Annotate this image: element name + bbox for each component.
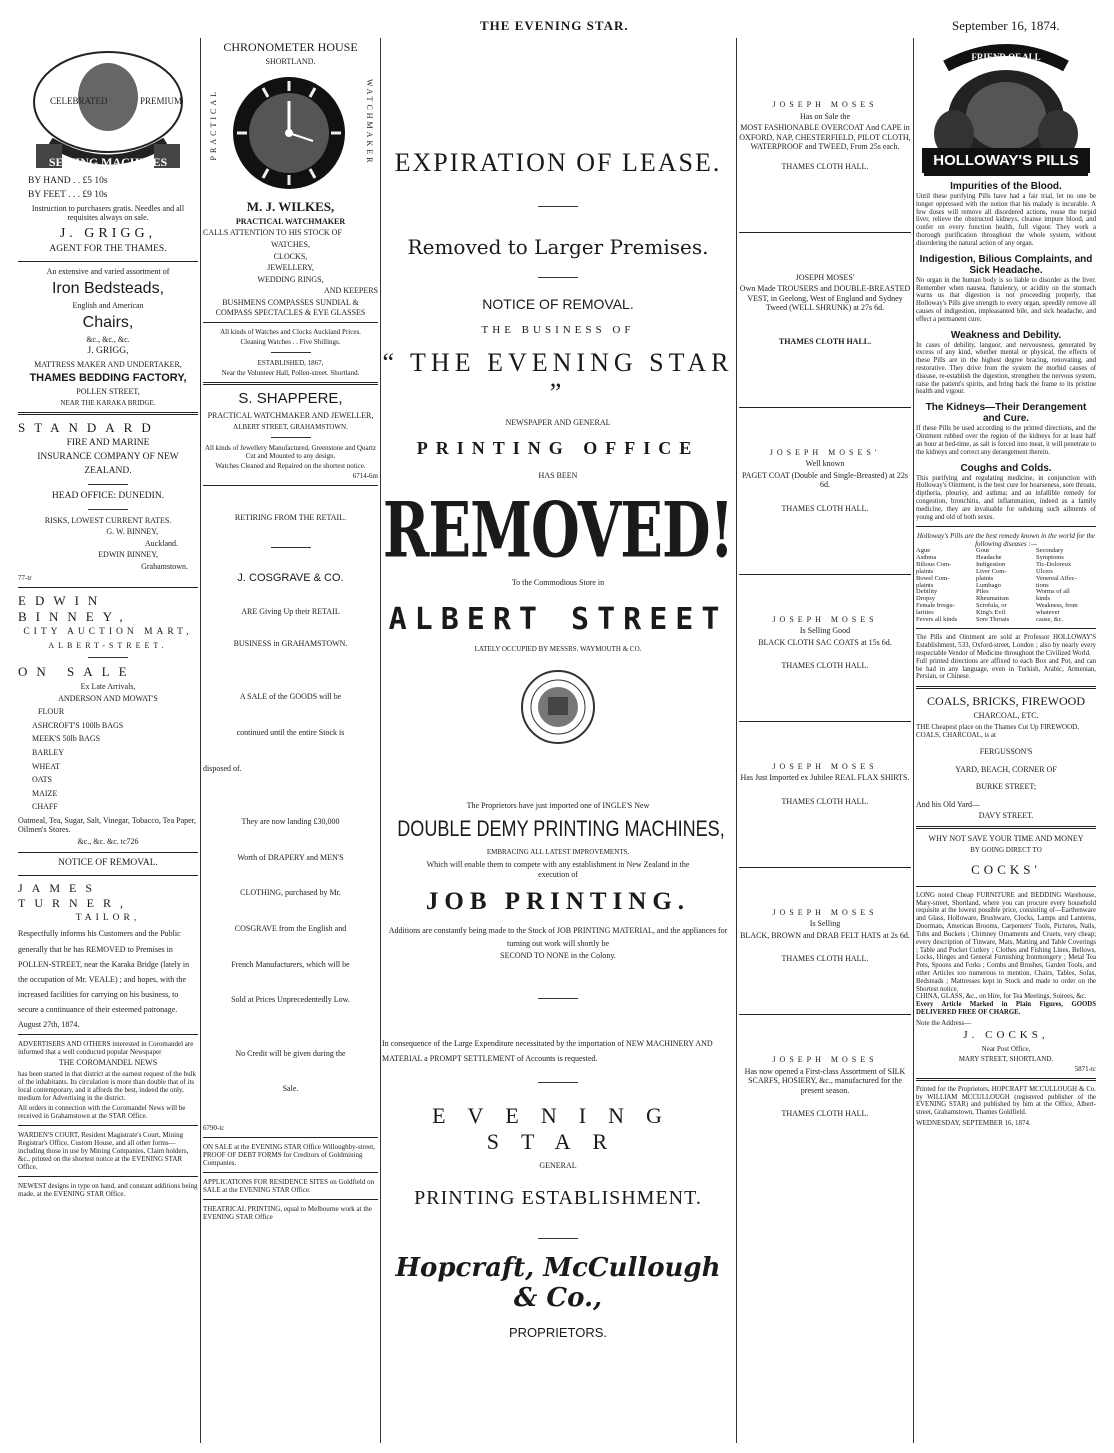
seal-icon bbox=[518, 667, 598, 747]
cosgrave-code: 6790-tc bbox=[203, 1124, 225, 1133]
po-line: Near Post Office, bbox=[981, 1044, 1031, 1053]
job-printing-title: JOB PRINTING. bbox=[425, 887, 691, 915]
standard-line2: FIRE AND MARINE bbox=[66, 438, 150, 449]
removed-larger: Removed to Larger Premises. bbox=[407, 235, 709, 259]
onsale-item: CHAFF bbox=[32, 802, 58, 812]
consequence-text: In consequence of the Large Expenditure necessitated by the importation of NEW MACHINERY AND MATERIAL a PROMPT SETTLEMENT of Accounts is requested. bbox=[382, 1039, 713, 1063]
shappere-street: ALBERT STREET, GRAHAMSTOWN. bbox=[233, 422, 348, 431]
moses-sign: THAMES CLOTH HALL. bbox=[781, 954, 869, 964]
moses-sign: THAMES CLOTH HALL. bbox=[781, 503, 869, 513]
near-line: NEAR THE KARAKA BRIDGE. bbox=[60, 398, 156, 407]
cosgrave-line: Sale. bbox=[282, 1084, 299, 1094]
disease-item: Headache bbox=[976, 554, 1002, 562]
disease-item: cause, &c. bbox=[1036, 615, 1064, 623]
factory-name: THAMES BEDDING FACTORY, bbox=[29, 371, 187, 384]
wednesday-line: WEDNESDAY, SEPTEMBER 16, 1874. bbox=[916, 1119, 1031, 1128]
binney-line2: CITY AUCTION MART, bbox=[23, 627, 193, 638]
standard-line3: INSURANCE COMPANY OF NEW bbox=[37, 452, 179, 463]
clock-right-label: WATCHMAKER bbox=[365, 78, 374, 166]
column-rule bbox=[913, 38, 914, 1443]
disease-item: plaints bbox=[916, 581, 934, 589]
moses-sign: THAMES CLOTH HALL. bbox=[781, 161, 869, 171]
holloway-heading: Coughs and Colds. bbox=[960, 462, 1052, 474]
etc-line: &c., &c., &c. bbox=[86, 334, 130, 344]
column-rule bbox=[736, 38, 737, 1443]
diseases-title: Holloway's Pills are the best remedy known in the world for the following diseases :— bbox=[916, 532, 1096, 549]
fergusson-davy: DAVY STREET. bbox=[978, 811, 1034, 821]
moses-name: JOSEPH MOSES bbox=[772, 761, 878, 771]
disease-item: Secondary bbox=[1036, 547, 1064, 555]
moses-sign: THAMES CLOTH HALL. bbox=[778, 336, 872, 346]
logo-word: CELEBRATED bbox=[50, 96, 108, 106]
disease-item: Piles bbox=[976, 588, 989, 596]
wilkes-kinds: All kinds of Watches and Clocks Auckland Prices. bbox=[220, 328, 361, 337]
advertisers-text: ADVERTISERS AND OTHERS interested in Coromandel are informed that a well conducted popular Newspaper bbox=[18, 1040, 194, 1057]
disease-item: Symptoms bbox=[1036, 554, 1064, 562]
holloway-text: This purifying and regulating medicine, in conjunction with Holloway's Ointment, is the best cure for hoarseness, sore throats, diptheria, pleurisy, and asthma; and an infallible remedy for congestion, bronchitis, and inflammation, indeed as a family medicine, they are invaluable for subduing such ailments of young and old of both sexes. bbox=[916, 474, 1096, 521]
disease-item: Asthma bbox=[916, 554, 937, 562]
cosgrave-line: They are now landing £30,000 bbox=[241, 817, 340, 827]
clock-icon bbox=[229, 73, 349, 193]
price-by-hand: BY HAND . . £5 10s bbox=[28, 176, 108, 186]
cosgrave-line: COSGRAVE from the English and bbox=[234, 924, 347, 934]
masthead-date: September 16, 1874. bbox=[952, 18, 1060, 33]
disease-item: Worms of all bbox=[1036, 588, 1070, 596]
wilkes-near: Near the Volunteer Hall, Pollen-street. Shortland. bbox=[221, 369, 360, 378]
onsale-item: ASHCROFT'S 100lb BAGS bbox=[32, 720, 124, 730]
masthead bbox=[0, 0, 1114, 34]
wardens-text: WARDEN'S COURT, Resident Magistrate's Court, Mining Registrar's Office, Custom House, and all other forms—including those in use by Mining Companies, Claim holders, &c., printed on the shortest notice at the EVENING STAR Office. bbox=[18, 1131, 189, 1172]
notice-title: NOTICE OF REMOVAL. bbox=[482, 296, 634, 312]
holloway-heading: The Kidneys—Their Derangement and Cure. bbox=[925, 402, 1087, 425]
street-line: POLLEN STREET, bbox=[76, 387, 140, 397]
logo-word: PREMIUM bbox=[140, 96, 183, 106]
logo-text: SEWING MACHINES bbox=[48, 155, 168, 169]
disease-item: plaints bbox=[916, 567, 934, 575]
agent-edwin: EDWIN BINNEY, bbox=[98, 550, 158, 560]
albert-street: ALBERT STREET bbox=[388, 601, 728, 637]
newest-text: NEWEST designs in type on hand, and constant additions being made, at the EVENING STAR Office. bbox=[18, 1182, 198, 1199]
onsale-item: WHEAT bbox=[32, 761, 60, 771]
chronometer-title: CHRONOMETER HOUSE bbox=[223, 40, 358, 54]
disease-item: Ulcers bbox=[1036, 567, 1053, 575]
onsale2-text: ON SALE at the EVENING STAR Office Willoughby-street, PROOF OF DEBT FORMS for Creditors of Goldmining Companies. bbox=[203, 1143, 375, 1168]
cocks-code: 5871-tc bbox=[1074, 1064, 1096, 1073]
onsale-etc: &c., &c. &c. tc726 bbox=[77, 837, 139, 847]
fergusson-yard: YARD, BEACH, CORNER OF bbox=[955, 764, 1057, 774]
moses-text: MOST FASHIONABLE OVERCOAT And CAPE in OXFORD, NAP, CHESTERFIELD, PILOT CLOTH, WATERPROOF and TWEED, From 25s each. bbox=[739, 123, 911, 152]
cosgrave-line: BUSINESS in GRAHAMSTOWN. bbox=[233, 638, 348, 648]
general-line: GENERAL bbox=[539, 1161, 577, 1171]
column-5 bbox=[916, 38, 1096, 1443]
moses-name: JOSEPH MOSES' bbox=[795, 272, 855, 282]
removed-title: REMOVED! bbox=[382, 486, 734, 576]
coals-text: THE Cheapest place on the Thames Cut Up FIREWOOD, COALS, CHARCOAL, is at bbox=[916, 722, 1079, 739]
moses-name: JOSEPH MOSES bbox=[772, 614, 878, 624]
chairs-title: Chairs, bbox=[82, 313, 134, 331]
cosgrave-line: Worth of DRAPERY and MEN'S bbox=[237, 852, 344, 862]
hollowa-pills-banner: HOLLOWAY'S PILLS bbox=[922, 148, 1090, 173]
has-been: HAS BEEN bbox=[538, 470, 578, 480]
why-line: WHY NOT SAVE YOUR TIME AND MONEY bbox=[928, 833, 1084, 843]
applications-text: APPLICATIONS FOR RESIDENCE SITES on Goldfield on SALE at the EVENING STAR Office. bbox=[203, 1178, 375, 1195]
agent-text: AGENT FOR THE THAMES. bbox=[49, 244, 167, 255]
shappere-trade: PRACTICAL WATCHMAKER AND JEWELLER, bbox=[207, 411, 374, 421]
moses-name: JOSEPH MOSES bbox=[772, 1055, 878, 1065]
iron-intro: An extensive and varied assortment of bbox=[46, 267, 170, 277]
moses-sign: THAMES CLOTH HALL. bbox=[781, 797, 869, 807]
disease-item: Dropsy bbox=[916, 595, 936, 603]
risks-line: RISKS, LOWEST CURRENT RATES. bbox=[44, 515, 172, 525]
disease-item: Sore Throats bbox=[976, 615, 1010, 623]
wilkes-calls: CALLS ATTENTION TO HIS STOCK OF bbox=[203, 228, 342, 238]
cosgrave-name: J. COSGRAVE & CO. bbox=[237, 571, 344, 584]
masthead-title: THE EVENING STAR. bbox=[480, 18, 629, 33]
shappere-watches: Watches Cleaned and Repaired on the shortest notice. bbox=[215, 461, 366, 470]
moses-intro: Well known bbox=[805, 459, 845, 469]
cosgrave-line: A SALE of the GOODS will be bbox=[239, 692, 342, 702]
moses-text: Has now opened a First-class Assortment of SILK SCARFS, HOSIERY, &c., manufactured for the present season. bbox=[744, 1066, 906, 1095]
moses-intro: Is Selling Good bbox=[799, 626, 851, 636]
disease-item: Scrofula, or bbox=[976, 601, 1007, 609]
notice-removal: NOTICE OF REMOVAL. bbox=[58, 857, 158, 868]
business-line: THE BUSINESS OF bbox=[481, 324, 635, 336]
place-auckland: Auckland. bbox=[144, 538, 178, 548]
column-1 bbox=[18, 38, 198, 1443]
onsale-item: MEEK'S 50lb BAGS bbox=[32, 734, 101, 744]
clock-left-label: PRACTICAL bbox=[209, 88, 218, 161]
holloway-text: Until these purifying Pills have had a fair trial, let no one be longer oppressed with the notion that his malady is incurable. A few doses will remove all disordered actions, rouse the torpid liver, relieve the obstructed kidneys, cleanse impure blood, and confer on every function health, full vigour. They work a thorough purification throughout the whole system, without disordering the natural action of any organ. bbox=[916, 193, 1096, 247]
trade-line: MATTRESS MAKER AND UNDERTAKER, bbox=[34, 359, 182, 369]
mary-line: MARY STREET, SHORTLAND. bbox=[958, 1054, 1054, 1063]
evening-star-general: EVENING STAR bbox=[432, 1103, 684, 1155]
printing-office: PRINTING OFFICE bbox=[416, 437, 700, 458]
disease-item: Weakness, from bbox=[1036, 601, 1078, 609]
turner-name: JAMES TURNER, bbox=[18, 880, 132, 910]
additions-text: Additions are constantly being made to the Stock of JOB PRINTING MATERIAL, and the appliances for turning out work will shortly be bbox=[388, 925, 728, 949]
double-demy-title: DOUBLE DEMY PRINTING MACHINES, bbox=[397, 816, 725, 842]
coals-title: COALS, BRICKS, FIREWOOD bbox=[926, 694, 1085, 709]
moses-name: JOSEPH MOSES bbox=[772, 907, 878, 917]
holloway-text: No organ in the human body is so liable to disorder as the liver. Remember when nausea, flatulency, or acidity on the stomach warns us that digestion is not proceeding properly, that Holloway's Pills give strength to every organ, speedily remove all causes of indigestion, impleasanted bile, and sick headache, and effect a permanent cure. bbox=[916, 276, 1096, 323]
moses-name: JOSEPH MOSES' bbox=[769, 447, 881, 457]
head-office: HEAD OFFICE: DUNEDIN. bbox=[51, 490, 165, 501]
disease-item: Tic-Doloreux bbox=[1036, 561, 1072, 569]
cosgrave-line: CLOTHING, purchased by Mr. bbox=[240, 888, 341, 898]
disease-item: Bilious Com- bbox=[916, 561, 952, 569]
onsale-sub: Ex Late Arrivals, bbox=[80, 681, 136, 691]
code: 77-tr bbox=[18, 573, 32, 582]
disease-item: Indigestion bbox=[976, 561, 1006, 569]
column-rule bbox=[200, 38, 201, 1443]
disease-item: Venereal Affec- bbox=[1036, 574, 1077, 582]
standard-line4: ZEALAND. bbox=[84, 465, 132, 476]
disease-item: Gout bbox=[976, 547, 989, 555]
theatrical-text: THEATRICAL PRINTING, equal to Melbourne work at the EVENING STAR Office bbox=[203, 1205, 372, 1222]
agent-gw: G. W. BINNEY, bbox=[106, 527, 158, 537]
expiration-title: EXPIRATION OF LEASE. bbox=[394, 148, 722, 177]
disease-item: whatever bbox=[1036, 608, 1060, 616]
clock-block bbox=[203, 69, 378, 197]
coals-sub: CHARCOAL, ETC. bbox=[973, 711, 1039, 721]
cosgrave-line: continued until the entire Stock is bbox=[236, 728, 345, 738]
fergusson-name: FERGUSSON'S bbox=[979, 746, 1033, 756]
moses-name: JOSEPH MOSES bbox=[772, 100, 878, 109]
wilkes-cleaning: Cleaning Watches . . Five Shillings. bbox=[240, 338, 341, 347]
turner-date: August 27th, 1874. bbox=[18, 1019, 80, 1029]
firm-name: Hopcraft, McCullough & Co., bbox=[395, 1252, 721, 1313]
going-line: BY GOING DIRECT TO bbox=[970, 845, 1042, 854]
column-rule bbox=[380, 38, 381, 1443]
disease-item: tions bbox=[1036, 581, 1049, 589]
wilkes-item: WATCHES, bbox=[271, 240, 310, 250]
moses-intro: Has on Sale the bbox=[800, 111, 850, 121]
which-line: Which will enable them to compete with any establishment in New Zealand in the bbox=[426, 860, 690, 870]
sold-text: The Pills and Ointment are sold at Professor HOLLOWAY'S Establishment, 533, Oxford-street, London ; also by nearly every respectable Vendor of Medicine throughout the Civilized World. bbox=[916, 634, 1096, 658]
fergusson-old: And his Old Yard— bbox=[916, 799, 981, 809]
china-text: CHINA, GLASS, &c., on Hire, for Tea Meetings, Soirees, &c. bbox=[916, 993, 1087, 1001]
coromandel-title: THE COROMANDEL NEWS bbox=[58, 1058, 158, 1068]
proprietors-label: PROPRIETORS. bbox=[508, 1324, 607, 1340]
wilkes-more: BUSHMENS COMPASSES SUNDIAL & COMPASS SPECTACLES & EYE GLASSES bbox=[215, 298, 366, 317]
disease-item: Ague bbox=[916, 547, 931, 555]
moses-intro: Is Selling bbox=[809, 919, 841, 929]
moses-text: Own Made TROUSERS and DOUBLE-BREASTED VEST, in Geelong, West of England and Sydney Tweed (WELL SHRUNK) at 27s 6d. bbox=[739, 284, 911, 313]
disease-item: plaints bbox=[976, 574, 994, 582]
iron-sub: English and American bbox=[72, 300, 144, 310]
grigg-name-2: J. GRIGG, bbox=[87, 346, 129, 357]
instruction-text: Instruction to purchasers gratis. Needles and all requisites always on sale. bbox=[31, 203, 185, 223]
wilkes-item: AND KEEPERS bbox=[323, 286, 378, 296]
shappere-text: All kinds of Jewellery Manufactured, Greenstone and Quartz Cut and Mounted to any design. bbox=[204, 443, 377, 460]
column-2 bbox=[203, 38, 378, 1443]
iron-title: Iron Bedsteads, bbox=[51, 279, 165, 297]
cosgrave-line: ARE Giving Up their RETAIL bbox=[241, 607, 340, 617]
moses-text: Has Just Imported ex Jubilee REAL FLAX SHIRTS. bbox=[740, 773, 910, 783]
wilkes-item: CLOCKS, bbox=[273, 251, 308, 261]
holloway-heading: Weakness and Debility. bbox=[950, 329, 1062, 341]
cocks-title: COCKS' bbox=[971, 861, 1041, 877]
advertisers-body2: All orders in connection with the Coromandel News will be received in Grahamstown at the STAR Office. bbox=[18, 1104, 186, 1121]
newspaper-line: NEWSPAPER AND GENERAL bbox=[505, 418, 611, 427]
place-grahamstown: Grahamstown. bbox=[141, 562, 188, 572]
holloway-heading: Impurities of the Blood. bbox=[950, 181, 1062, 192]
shappere-code: 6714-6m bbox=[352, 471, 378, 480]
holloway-text: In cases of debility, languor, and nervousness, generated by excess of any kind, whether mental or physical, the effects of these Pills are in the highest degree bracing, renovating, and restorative. They drive from the system the morbid causes of disease, re-establish the digestion, strengthen the nervous system, raise the patient's spirits, and bring back the frame to its pristine health and vigour. bbox=[916, 341, 1096, 396]
moses-sign: THAMES CLOTH HALL. bbox=[781, 661, 869, 671]
moses-sign: THAMES CLOTH HALL. bbox=[781, 1109, 869, 1119]
holloway-heading: Indigestion, Bilious Complaints, and Sick Headache. bbox=[919, 253, 1093, 276]
binney-line3: ALBERT-STREET. bbox=[48, 641, 168, 651]
printed-text: Printed for the Proprietors, HOPCRAFT MCCULLOUGH & Co. by WILLIAM MCCULLOUGH (registered publisher of the EVENING STAR) and published by him at the Office, Albert-street, Grahamstown, Thames Goldfield. bbox=[916, 1085, 1096, 1117]
chronometer-place: SHORTLAND. bbox=[265, 57, 316, 66]
disease-item: Debility bbox=[916, 588, 938, 596]
wilkes-item: WEDDING RINGS, bbox=[257, 274, 324, 284]
commodious-line: To the Commodious Store in bbox=[511, 578, 605, 588]
advertisers-body: has been started in that district at the earnest request of the bulk of the inhabitants. Its circulation is more than double that of its local contemporary, and it affords the best, indeed the only, medium for Advertising in the district. bbox=[18, 1069, 197, 1102]
turner-trade: TAILOR, bbox=[75, 912, 141, 923]
shappere-name: S. SHAPPERE, bbox=[238, 390, 343, 408]
standard-title: STANDARD bbox=[18, 419, 160, 435]
establishment-title: PRINTING ESTABLISHMENT. bbox=[414, 1186, 702, 1209]
cosgrave-line: No Credit will be given during the bbox=[235, 1048, 346, 1058]
moses-text: PAGET COAT (Double and Single-Breasted) at 22s 6d. bbox=[741, 470, 909, 490]
column-3 bbox=[382, 38, 734, 1443]
evening-star-title: “ THE EVENING STAR ” bbox=[382, 348, 734, 407]
onsale-text: Oatmeal, Tea, Sugar, Salt, Vinegar, Tobacco, Tea Paper, Oilmen's Stores. bbox=[18, 815, 197, 835]
disease-item: larities bbox=[916, 608, 934, 616]
embracing-line: EMBRACING ALL LATEST IMPROVEMENTS, bbox=[486, 848, 630, 857]
turner-text: Respectfully informs his Customers and the Public generally that he has REMOVED to Premises in POLLEN-STREET, near the Karaka Bridge (lately in the occupation of Mr. VEALE) ; and hopes, with the increased facilities for carrying on his business, to secure a continuance of their esteemed patronage. bbox=[18, 929, 190, 1015]
second-line: SECOND TO NONE in the Colony. bbox=[500, 950, 616, 960]
binney-title: EDWIN BINNEY, bbox=[18, 592, 132, 624]
holloway-text: If these Pills be used according to the printed directions, and the Ointment rubbed over the region of the kidneys for at least half an hour at bed-time, as salt is forced into meat, it will penetrate to the kidneys and correct any derangement therein. bbox=[916, 425, 1096, 456]
disease-item: Lumbago bbox=[976, 581, 1001, 589]
disease-item: Female Irregu- bbox=[916, 601, 955, 609]
retiring-title: RETIRING FROM THE RETAIL. bbox=[234, 512, 347, 522]
execution-line: execution of bbox=[538, 870, 578, 880]
onsale-item: FLOUR bbox=[38, 707, 65, 717]
fergusson-burke: BURKE STREET; bbox=[975, 782, 1037, 792]
disease-item: King's Evil bbox=[976, 608, 1006, 616]
onsale-item: ANDERSON AND MOWAT'S bbox=[58, 693, 158, 703]
disease-item: kinds bbox=[1036, 595, 1051, 603]
diseases-list bbox=[916, 548, 1096, 623]
every-text: Every Article Marked in Plain Figures, GOODS DELIVERED FREE OF CHARGE. bbox=[916, 1001, 1096, 1017]
disease-item: Rheumatism bbox=[976, 595, 1009, 603]
cosgrave-line: Sold at Prices Unprecedentedly Low. bbox=[231, 995, 350, 1005]
sewing-machine-logo bbox=[28, 42, 188, 172]
grigg-name: J. GRIGG, bbox=[59, 225, 157, 241]
wilkes-name: M. J. WILKES, bbox=[246, 198, 335, 214]
price-by-feet: BY FEET . . . £9 10s bbox=[28, 189, 108, 200]
cosgrave-line: French Manufacturers, which will be bbox=[231, 959, 350, 969]
lately-line: LATELY OCCUPIED BY MESSRS. WAYMOUTH & CO. bbox=[474, 644, 642, 653]
wilkes-established: ESTABLISHED, 1867, bbox=[257, 359, 324, 368]
onsale-item: MAIZE bbox=[32, 788, 58, 798]
disease-item: Liver Com- bbox=[976, 567, 1007, 575]
moses-text: BLACK, BROWN and DRAB FELT HATS at 2s 6d. bbox=[740, 930, 910, 940]
onsale-title: ON SALE bbox=[18, 663, 136, 679]
jcocks-name: J. COCKS, bbox=[963, 1028, 1049, 1041]
onsale-item: BARLEY bbox=[32, 747, 64, 757]
disease-item: Fevers all kinds bbox=[916, 615, 958, 623]
moses-text: BLACK CLOTH SAC COATS at 15s 6d. bbox=[758, 637, 892, 647]
full-text: Full printed directions are affixed to each Box and Pot, and can be had in any language, even in Turkish, Arabic, Armenian, Persian, or Chinese. bbox=[916, 657, 1096, 681]
column-4 bbox=[739, 38, 911, 1443]
cocks-text: LONG noted Cheap FURNITURE and BEDDING Warehouse, Mary-street, Shortland, where you can procure every household requisite at the lowest possible price, consisting of—Earthenware and Glass, Holloware, Brushware, Clocks, Lamps and Lanterns, Doormats, American Brooms, Carpenters' Tools, Pictures, Nails, Tubs and Buckets ; Chimney Ornaments and Cruets, very cheap; every description of Tinware, Mats, Matting and Table Coverings ; Table and Pocket Cutlery ; Clothes and Fishing Lines, Bellows, Locks, Hinges and General Furnishing Ironmongery ; Metal Tea Pots, Spoons and Forks ; Combs and Brushes, Garden Tools, and other Articles too numerous to mention. Chairs, Tables, Sofas, Bedsteads ; Mattresses kept in Stock and made to order on the Shortest notice. bbox=[916, 891, 1096, 993]
emblem-banner: FRIEND OF ALL bbox=[971, 52, 1041, 62]
note-address: Note the Address— bbox=[916, 1018, 972, 1027]
onsale-item: OATS bbox=[32, 775, 53, 785]
wilkes-item: JEWELLERY, bbox=[267, 263, 314, 273]
cosgrave-line: disposed of. bbox=[203, 763, 242, 773]
proprietors-text: The Proprietors have just imported one of INGLE'S New bbox=[466, 800, 650, 810]
wilkes-trade: PRACTICAL WATCHMAKER bbox=[235, 216, 346, 226]
disease-item: Bowel Com- bbox=[916, 574, 950, 582]
